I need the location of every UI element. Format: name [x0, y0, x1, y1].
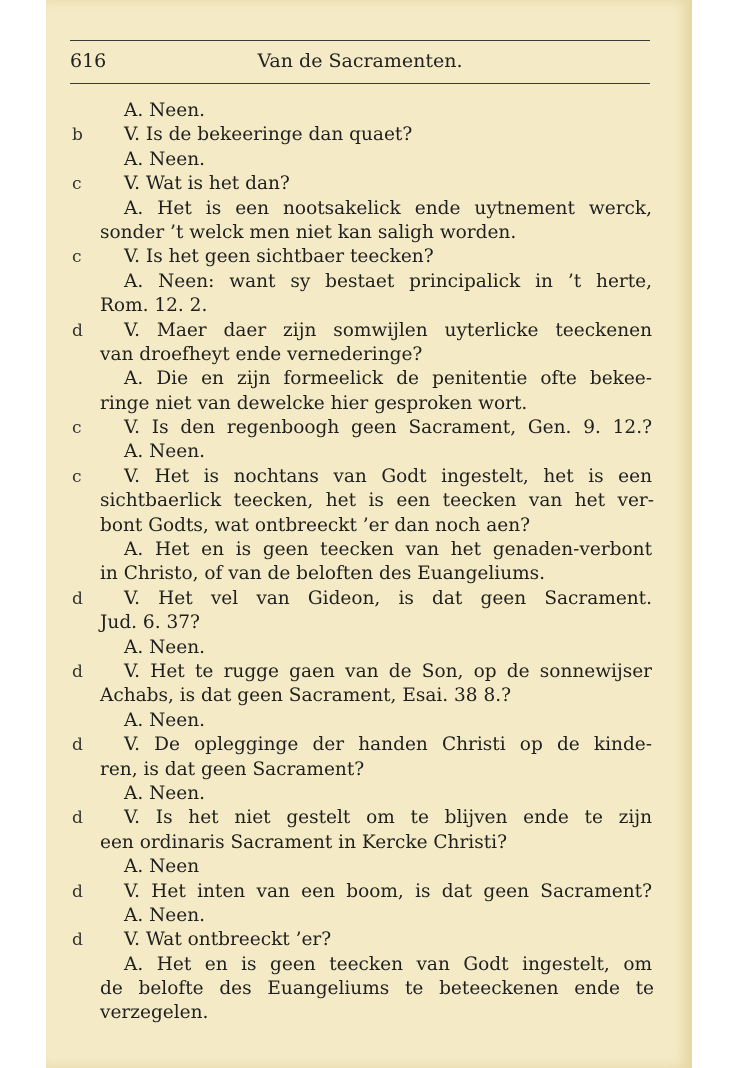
text-line: [70, 245, 656, 269]
line-text: de belofte des Euangeliums te beteeckenen ende te: [100, 978, 654, 1000]
text-line: [70, 197, 656, 221]
line-text: V. Het te rugge gaen van de Son, op de sonnewijser: [124, 660, 652, 682]
text-line: [70, 684, 656, 708]
line-text: ringe niet van dewelcke hier gesproken wort.: [100, 392, 528, 414]
header-rule-bottom: [70, 83, 650, 84]
line-text: A. Die en zijn formeelick de penitentie ofte bekee-: [124, 368, 652, 390]
line-text: A. Neen: [124, 856, 200, 878]
margin-marker: d: [72, 735, 83, 756]
line-text: V. Is de bekeeringe dan quaet?: [124, 124, 413, 146]
line-text: A. Neen.: [124, 636, 206, 658]
text-line: [70, 855, 656, 879]
text-line: [70, 294, 656, 318]
line-text: V. Wat ontbreeckt ’er?: [124, 929, 332, 951]
margin-marker: d: [72, 588, 83, 609]
line-text: A. Neen.: [124, 148, 206, 170]
text-line: [70, 611, 656, 635]
line-text: V. Maer daer zijn somwijlen uyterlicke teeckenen: [124, 319, 652, 341]
line-text: een ordinaris Sacrament in Kercke Christi?: [100, 831, 507, 853]
line-text: A. Het is een nootsakelick ende uytnement werck,: [124, 197, 652, 219]
text-line: [70, 709, 656, 733]
margin-marker: d: [72, 661, 83, 682]
line-text: sonder ’t welck men niet kan saligh worden.: [100, 221, 517, 243]
margin-marker: c: [72, 418, 82, 439]
text-line: [70, 758, 656, 782]
line-text: A. Neen.: [124, 441, 206, 463]
line-text: V. Het vel van Gideon, is dat geen Sacrament.: [124, 587, 652, 609]
line-text: A. Het en is geen teecken van Godt ingestelt, om: [124, 953, 652, 975]
text-line: [70, 123, 656, 147]
line-text: in Christo, of van de beloften des Euangeliums.: [100, 563, 546, 585]
text-line: [70, 343, 656, 367]
line-text: bont Godts, wat ontbreeckt ’er dan noch aen?: [100, 514, 531, 536]
line-text: A. Neen.: [124, 782, 206, 804]
header-rule-top: [70, 40, 650, 41]
line-text: A. Het en is geen teecken van het genaden-verbont: [124, 539, 652, 561]
margin-marker: c: [72, 247, 82, 268]
line-text: van droefheyt ende vernederinge?: [100, 343, 423, 365]
text-line: [70, 562, 656, 586]
text-line: [70, 733, 656, 757]
text-line: [70, 977, 656, 1001]
line-text: V. Is den regenboogh geen Sacrament, Gen. 9. 12.?: [124, 417, 652, 439]
running-title: Van de Sacramenten.: [257, 50, 463, 72]
line-text: ren, is dat geen Sacrament?: [100, 758, 365, 780]
line-text: V. Het inten van een boom, is dat geen Sacrament?: [124, 880, 652, 902]
line-text: verzegelen.: [100, 1002, 209, 1024]
text-line: [70, 148, 656, 172]
margin-marker: d: [72, 930, 83, 951]
text-line: [70, 514, 656, 538]
text-line: [70, 221, 656, 245]
text-line: [70, 538, 656, 562]
margin-marker: d: [72, 808, 83, 829]
text-line: [70, 1001, 656, 1025]
margin-marker: d: [72, 881, 83, 902]
line-text: A. Neen.: [124, 904, 206, 926]
text-line: [70, 392, 656, 416]
text-line: [70, 806, 656, 830]
text-line: [70, 782, 656, 806]
text-line: [70, 440, 656, 464]
line-text: A. Neen.: [124, 100, 206, 121]
text-line: [70, 319, 656, 343]
line-text: Jud. 6. 37?: [100, 612, 200, 634]
line-text: A. Neen.: [124, 709, 206, 731]
line-text: V. Is het niet gestelt om te blijven ende te zijn: [124, 807, 652, 829]
margin-marker: c: [72, 466, 82, 487]
text-line: [70, 928, 656, 952]
line-text: V. Het is nochtans van Godt ingestelt, het is een: [124, 465, 652, 487]
text-line: [70, 367, 656, 391]
running-header: [70, 50, 650, 78]
page-number: 616: [70, 50, 107, 72]
text-line: [70, 904, 656, 928]
margin-marker: d: [72, 320, 83, 341]
text-line: [70, 587, 656, 611]
text-line: [70, 636, 656, 660]
text-line: [70, 831, 656, 855]
text-line: [70, 465, 656, 489]
text-line: [70, 660, 656, 684]
line-text: sichtbaerlick teecken, het is een teecken van het ver-: [100, 490, 654, 512]
line-text: V. Is het geen sichtbaer teecken?: [124, 246, 434, 268]
line-text: A. Neen: want sy bestaet principalick in ’t herte,: [124, 270, 652, 292]
text-line: [70, 270, 656, 294]
line-text: V. Wat is het dan?: [124, 173, 290, 195]
catechism-text: [70, 99, 656, 1026]
margin-marker: b: [72, 125, 83, 146]
text-line: [70, 489, 656, 513]
line-text: Rom. 12. 2.: [100, 295, 208, 317]
line-text: Achabs, is dat geen Sacrament, Esai. 38 8.?: [100, 685, 512, 707]
text-line: [70, 416, 656, 440]
text-line: [70, 953, 656, 977]
text-line: [70, 99, 656, 123]
text-line: [70, 880, 656, 904]
line-text: V. De oplegginge der handen Christi op de kinde-: [124, 734, 652, 756]
text-line: [70, 172, 656, 196]
margin-marker: c: [72, 174, 82, 195]
